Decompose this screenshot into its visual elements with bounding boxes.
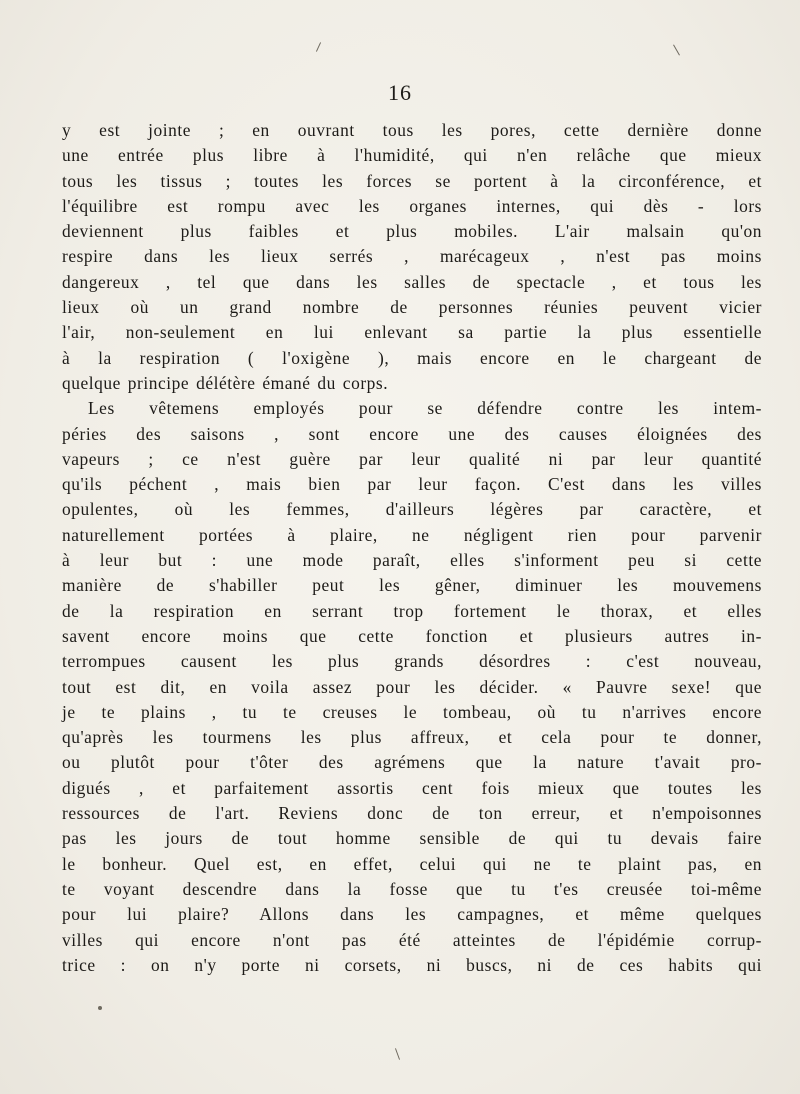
- text-line: l'air, non-seulement en lui enlevant sa partie la plus essentielle: [62, 322, 762, 343]
- text-line: trice : on n'y porte ni corsets, ni buscs, ni de ces habits qui: [62, 954, 762, 975]
- text-line: je te plains , tu te creuses le tombeau, où tu n'arrives encore: [62, 701, 762, 722]
- text-line: deviennent plus faibles et plus mobiles. L'air malsain qu'on: [62, 221, 762, 242]
- text-line: pour lui plaire? Allons dans les campagnes, et même quelques: [62, 904, 762, 925]
- text-line: pas les jours de tout homme sensible de qui tu devais faire: [62, 828, 762, 849]
- text-line: ressources de l'art. Reviens donc de ton erreur, et n'empoisonnes: [62, 803, 762, 824]
- text-line: digués , et parfaitement assortis cent fois mieux que toutes les: [62, 777, 762, 798]
- text-line: manière de s'habiller peut les gêner, diminuer les mouvemens: [62, 575, 762, 596]
- text-line: naturellement portées à plaire, ne négligent rien pour parvenir: [62, 524, 762, 545]
- text-line: tout est dit, en voila assez pour les décider. « Pauvre sexe! que: [62, 676, 762, 697]
- body-text: [62, 118, 762, 978]
- page-number: 16: [388, 80, 412, 105]
- speck-mark: [316, 42, 321, 51]
- text-line: péries des saisons , sont encore une des causes éloignées des: [62, 423, 762, 444]
- text-line: terrompues causent les plus grands désordres : c'est nouveau,: [62, 651, 762, 672]
- text-line: ou plutôt pour t'ôter des agrémens que la nature t'avait pro-: [62, 752, 762, 773]
- text-line: à leur but : une mode paraît, elles s'informent peu si cette: [62, 550, 762, 571]
- text-line: opulentes, où les femmes, d'ailleurs légères par caractère, et: [62, 499, 762, 520]
- text-line: l'équilibre est rompu avec les organes internes, qui dès - lors: [62, 195, 762, 216]
- text-line: qu'après les tourmens les plus affreux, et cela pour te donner,: [62, 727, 762, 748]
- text-line: villes qui encore n'ont pas été atteintes de l'épidémie corrup-: [62, 929, 762, 950]
- text-line: vapeurs ; ce n'est guère par leur qualité ni par leur quantité: [62, 448, 762, 469]
- text-line: le bonheur. Quel est, en effet, celui qui ne te plaint pas, en: [62, 853, 762, 874]
- speck-mark: [395, 1048, 400, 1060]
- text-line: te voyant descendre dans la fosse que tu t'es creusée toi-même: [62, 878, 762, 899]
- text-line: Les vêtemens employés pour se défendre contre les intem-: [88, 398, 762, 419]
- text-line: à la respiration ( l'oxigène ), mais encore en le chargeant de: [62, 347, 762, 368]
- text-line: respire dans les lieux serrés , marécageux , n'est pas moins: [62, 246, 762, 267]
- speck-mark: [673, 45, 680, 56]
- text-line: de la respiration en serrant trop fortement le thorax, et elles: [62, 600, 762, 621]
- text-line: une entrée plus libre à l'humidité, qui n'en relâche que mieux: [62, 145, 762, 166]
- text-line: dangereux , tel que dans les salles de spectacle , et tous les: [62, 271, 762, 292]
- text-line: quelque principe délétère émané du corps.: [62, 372, 389, 393]
- text-line: lieux où un grand nombre de personnes réunies peuvent vicier: [62, 297, 762, 318]
- speck-mark: [98, 1006, 102, 1010]
- text-line: qu'ils péchent , mais bien par leur façon. C'est dans les villes: [62, 474, 762, 495]
- text-line: savent encore moins que cette fonction et plusieurs autres in-: [62, 625, 762, 646]
- text-line: y est jointe ; en ouvrant tous les pores, cette dernière donne: [62, 120, 762, 140]
- text-line: tous les tissus ; toutes les forces se portent à la circonférence, et: [62, 170, 762, 191]
